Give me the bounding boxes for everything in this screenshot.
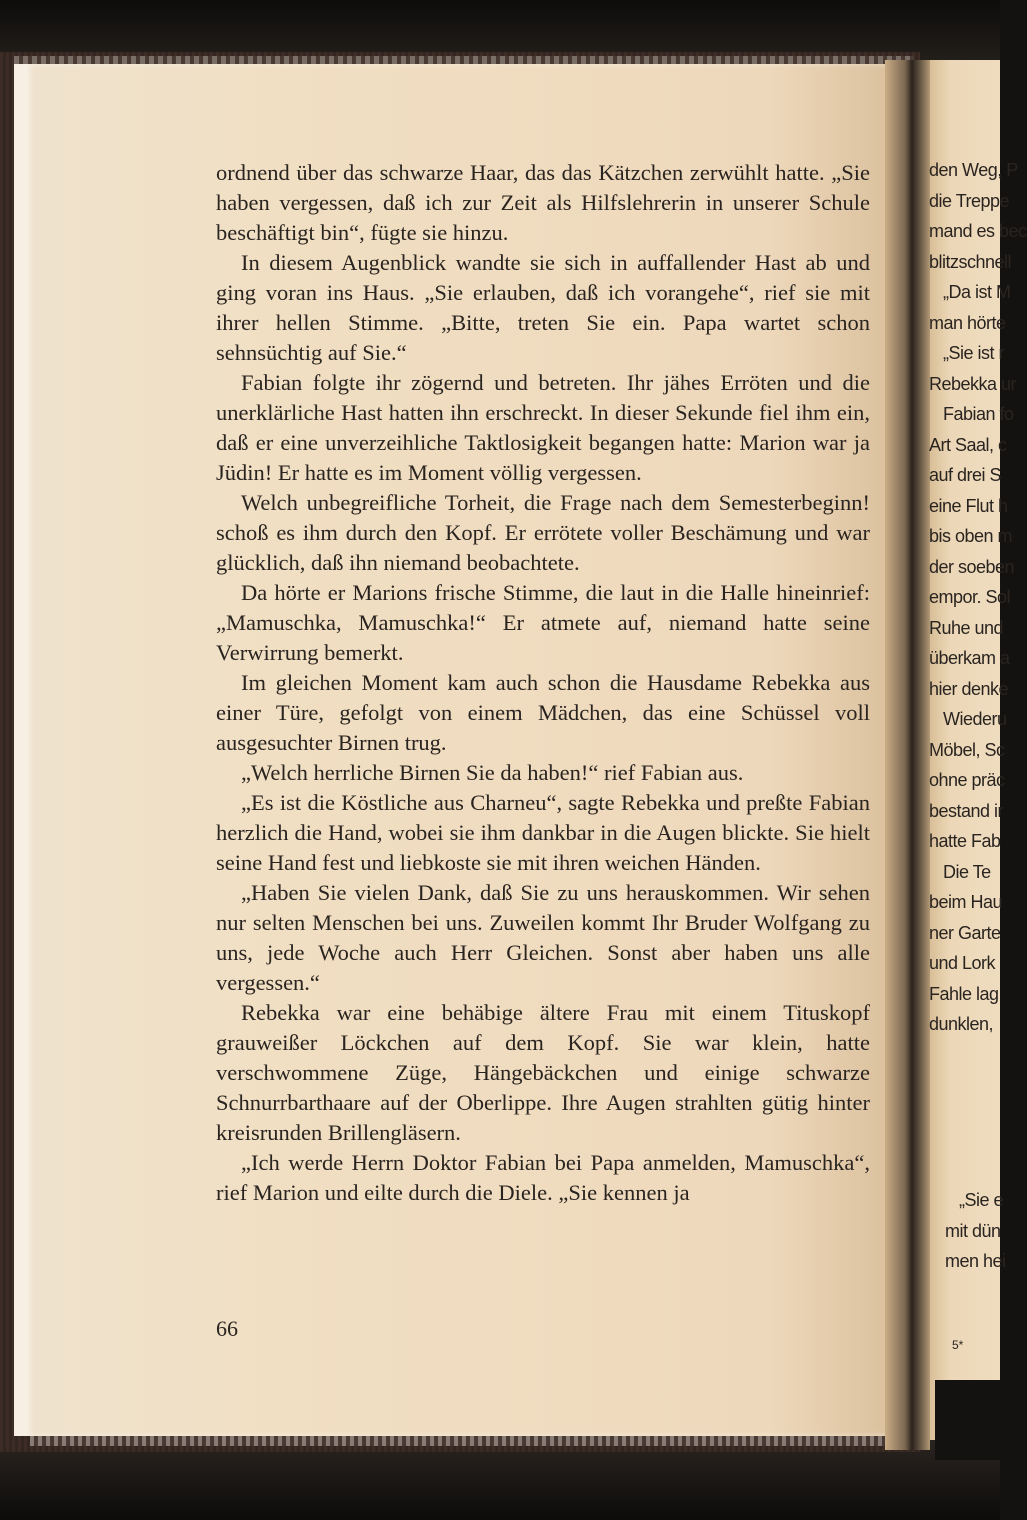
text-line-fragment: men hei	[945, 1251, 1006, 1271]
text-line-fragment: bestand ir	[929, 800, 1004, 821]
scan-background-bottom	[0, 1440, 1000, 1520]
paragraph: „Welch herrliche Birnen Sie da haben!“ rief Fabian aus.	[241, 760, 744, 785]
paragraph: In diesem Augenblick wandte sie sich in auffallender Hast ab und ging voran ins Haus. „Sie erlauben, daß ich vorangehe“, rief sie mit ihrer hellen Stimme. „Bitte, treten Sie ein. Papa wartet schon sehnsüchtig auf Sie.“	[216, 250, 870, 365]
text-line-fragment: der soeben	[929, 556, 1015, 577]
cover-edge-bottom	[30, 1436, 910, 1446]
right-page-lower-fragment	[945, 1185, 1006, 1277]
text-line-fragment: ner Garte	[929, 922, 1001, 943]
text-line-fragment: Wiederu	[943, 709, 1007, 729]
page-right-corner-shadow	[935, 1380, 1000, 1460]
paragraph: Im gleichen Moment kam auch schon die Hausdame Rebekka aus einer Türe, gefolgt von einem Mädchen, das eine Schüssel voll ausgesuchter Birnen trug.	[216, 670, 870, 755]
text-line-fragment: „Sie e	[959, 1190, 1004, 1210]
text-line-fragment: auf drei S	[929, 465, 1002, 485]
paragraph: „Es ist die Köstliche aus Charneu“, sagte Rebekka und preßte Fabian herzlich die Hand, wobei sie ihm dankbar in die Augen blickte. Sie hielt seine Hand fest und liebkoste sie mit ihren weichen Händen.	[216, 790, 870, 875]
text-line-fragment: mand es bec	[929, 221, 1027, 241]
paragraph: Fabian folgte ihr zögernd und betreten. Ihr jähes Erröten und die unerklärliche Hast hatten ihn erschreckt. In dieser Sekunde fiel ihm ein, daß er eine unverzeihliche Taktlosigkeit begangen hatte: Marion war ja Jüdin! Er hatte es im Moment völlig vergessen.	[216, 370, 870, 485]
page-number: 66	[216, 1316, 238, 1341]
text-line-fragment: bis oben m	[929, 526, 1013, 546]
book-gutter	[885, 60, 930, 1450]
paragraph: ordnend über das schwarze Haar, das das Kätzchen zerwühlt hatte. „Sie haben vergessen, daß ich zur Zeit als Hilfslehrerin in unserer Schule beschäftigt bin“, fügte sie hinzu.	[216, 160, 870, 245]
right-page-text-fragment	[929, 155, 1027, 1040]
text-line-fragment: mit dün	[945, 1220, 1001, 1241]
text-line-fragment: man hörte	[929, 312, 1006, 333]
text-line-fragment: Art Saal, c	[929, 434, 1007, 455]
cover-edge-top	[14, 56, 914, 64]
text-line-fragment: hatte Fab	[929, 831, 1001, 851]
paragraph: Da hörte er Marions frische Stimme, die laut in die Halle hineinrief: „Mamuschka, Mamuschka!“ Er atmete auf, niemand hatte seine Verwirrung bemerkt.	[216, 580, 870, 665]
right-page-signature-mark: 5*	[952, 1338, 964, 1352]
text-line-fragment: „Da ist M	[943, 282, 1011, 302]
text-line-fragment: den Weg, P	[929, 160, 1018, 180]
scan-background-top	[0, 0, 1000, 60]
text-line-fragment: überkam a	[929, 648, 1010, 668]
paragraph: Welch unbegreifliche Torheit, die Frage nach dem Semesterbeginn! schoß es ihm durch den Kopf. Er errötete voller Beschämung und war glücklich, daß ihn niemand beobachtete.	[216, 490, 870, 575]
text-line-fragment: Rebekka ur	[929, 373, 1017, 394]
text-line-fragment: und Lork	[929, 953, 996, 973]
paragraph: „Haben Sie vielen Dank, daß Sie zu uns herauskommen. Wir sehen nur selten Menschen bei uns. Zuweilen kommt Ihr Bruder Wolfgang zu uns, jede Woche auch Herr Gleichen. Sonst aber haben uns alle vergessen.“	[216, 880, 870, 995]
text-line-fragment: empor. Sol	[929, 587, 1011, 607]
text-line-fragment: eine Flut h	[929, 495, 1008, 516]
text-line-fragment: hier denke	[929, 678, 1009, 699]
text-line-fragment: blitzschnell	[929, 251, 1012, 272]
text-line-fragment: Die Te	[943, 861, 991, 882]
text-line-fragment: beim Hau	[929, 892, 1003, 912]
text-line-fragment: Möbel, Sc	[929, 739, 1005, 760]
text-line-fragment: Ruhe und	[929, 617, 1004, 638]
paragraph: „Ich werde Herrn Doktor Fabian bei Papa anmelden, Mamuschka“, rief Marion und eilte durch die Diele. „Sie kennen ja	[216, 1150, 870, 1205]
text-line-fragment: die Treppe	[929, 190, 1010, 211]
text-line-fragment: „Sie ist r	[943, 343, 1005, 363]
text-line-fragment: Fabian fo	[943, 404, 1014, 424]
left-page-text	[216, 158, 870, 1208]
paragraph: Rebekka war eine behäbige ältere Frau mit einem Tituskopf grauweißer Löckchen auf dem Kopf. Sie war klein, hatte verschwommene Züge, Hängebäckchen und einige schwarze Schnurrbarthaare auf der Oberlippe. Ihre Augen strahlten gütig hinter kreisrunden Brillengläsern.	[216, 1000, 870, 1145]
text-line-fragment: dunklen,	[929, 1014, 994, 1034]
text-line-fragment: Fahle lag	[929, 983, 999, 1004]
text-line-fragment: ohne präc	[929, 770, 1005, 790]
